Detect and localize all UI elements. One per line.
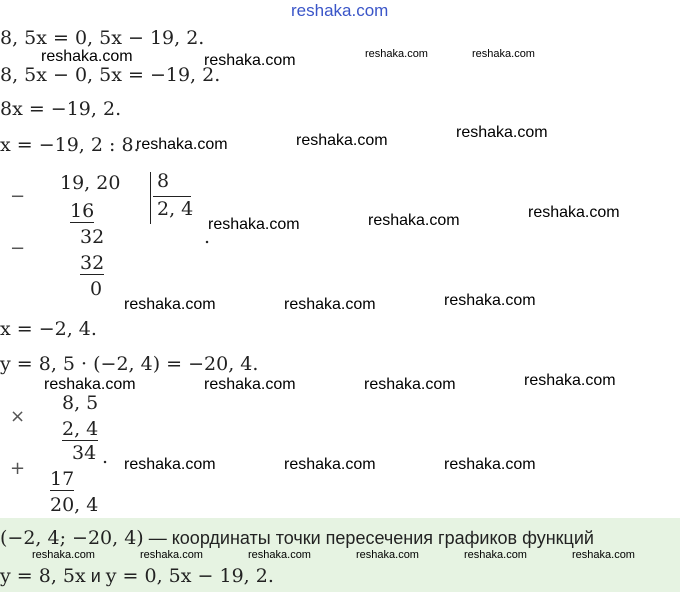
watermark[interactable]: reshaka.com: [44, 376, 136, 393]
watermark[interactable]: reshaka.com: [248, 549, 311, 561]
division-vertical-bar: [150, 172, 151, 224]
multiplication-partial-1: 34: [72, 442, 97, 464]
watermark[interactable]: reshaka.com: [456, 124, 548, 141]
division-subtrahend-2: 32: [80, 252, 105, 274]
equation-line-6: y = 8, 5 · (−2, 4) = −20, 4.: [0, 353, 259, 375]
division-remainder-final: 0: [90, 278, 103, 300]
conclusion-line-2: [0, 565, 274, 587]
watermark[interactable]: reshaka.com: [444, 456, 536, 473]
multiplication-dot: .: [102, 446, 109, 468]
watermark[interactable]: reshaka.com: [296, 132, 388, 149]
watermark[interactable]: reshaka.com: [444, 292, 536, 309]
division-minus-1: −: [10, 186, 26, 207]
division-remainder-1: 32: [80, 226, 105, 248]
watermark[interactable]: reshaka.com: [41, 48, 133, 65]
watermark[interactable]: reshaka.com: [284, 296, 376, 313]
equation-line-4: x = −19, 2 : 8.: [0, 134, 140, 156]
watermark[interactable]: reshaka.com: [124, 296, 216, 313]
conclusion-function-2: y = 0, 5x − 19, 2.: [105, 565, 274, 587]
watermark[interactable]: reshaka.com: [364, 376, 456, 393]
equation-line-1: 8, 5x = 0, 5x − 19, 2.: [0, 27, 205, 49]
conclusion-function-1: y = 8, 5x: [0, 565, 86, 587]
division-dot: .: [204, 226, 211, 248]
watermark[interactable]: reshaka.com: [284, 456, 376, 473]
division-divisor: 8: [157, 170, 170, 192]
multiplication-factor-b: 2, 4: [62, 418, 99, 440]
watermark[interactable]: reshaka.com: [572, 549, 635, 561]
watermark[interactable]: reshaka.com: [140, 549, 203, 561]
multiplication-factor-a: 8, 5: [62, 392, 99, 414]
division-dividend: 19, 20: [60, 172, 121, 194]
multiplication-partial-2: 17: [50, 468, 75, 490]
watermark[interactable]: reshaka.com: [204, 376, 296, 393]
equation-line-2: 8, 5x − 0, 5x = −19, 2.: [0, 64, 221, 86]
watermark[interactable]: reshaka.com: [528, 204, 620, 221]
watermark[interactable]: reshaka.com: [208, 216, 300, 233]
watermark[interactable]: reshaka.com: [365, 48, 428, 60]
watermark[interactable]: reshaka.com: [136, 136, 228, 153]
equation-line-5: x = −2, 4.: [0, 318, 97, 340]
watermark[interactable]: reshaka.com: [464, 549, 527, 561]
watermark[interactable]: reshaka.com: [524, 372, 616, 389]
watermark[interactable]: reshaka.com: [368, 212, 460, 229]
watermark[interactable]: reshaka.com: [124, 456, 216, 473]
conclusion-text: — координаты точки пересечения графиков функций: [143, 528, 594, 548]
watermark[interactable]: reshaka.com: [356, 549, 419, 561]
conclusion-line-1: [0, 527, 594, 549]
division-quotient: 2, 4: [157, 198, 194, 220]
multiplication-times: ×: [10, 406, 26, 427]
division-minus-2: −: [10, 238, 26, 259]
division-horizontal-bar: [153, 196, 191, 197]
multiplication-plus: +: [10, 458, 26, 479]
conclusion-and: и: [85, 566, 106, 586]
watermark[interactable]: reshaka.com: [32, 549, 95, 561]
equation-line-3: 8x = −19, 2.: [0, 98, 122, 120]
division-subtrahend-1: 16: [70, 200, 95, 222]
watermark-top[interactable]: reshaka.com: [291, 1, 389, 20]
multiplication-result: 20, 4: [50, 494, 99, 516]
watermark[interactable]: reshaka.com: [472, 48, 535, 60]
watermark[interactable]: reshaka.com: [204, 52, 296, 69]
conclusion-coords: (−2, 4; −20, 4): [0, 527, 144, 549]
